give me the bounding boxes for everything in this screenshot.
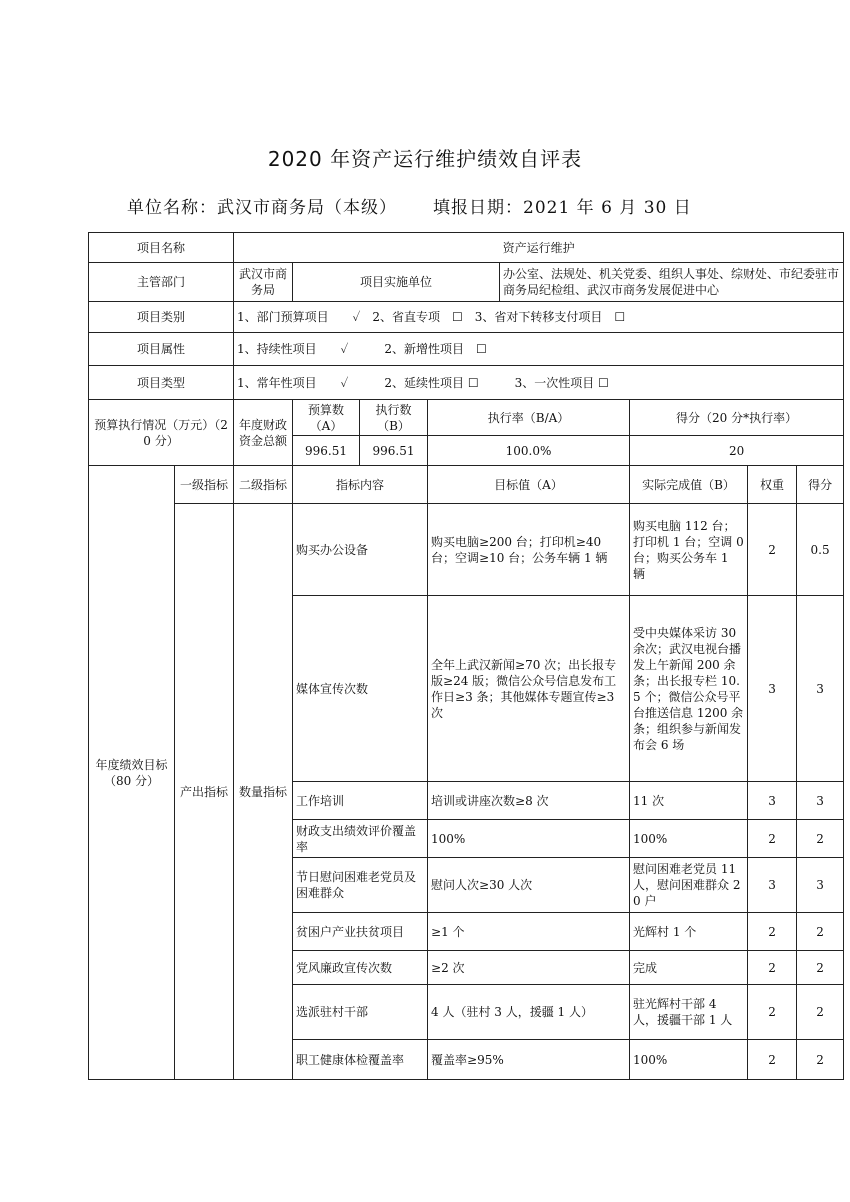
type-label: 项目类型 — [89, 366, 234, 400]
table-row-score: 3 — [797, 858, 844, 913]
table-row-weight: 2 — [748, 820, 797, 858]
table-row-target: 覆盖率≥95% — [428, 1040, 630, 1080]
level2-value: 数量指标 — [234, 504, 293, 1080]
table-row-score: 2 — [797, 951, 844, 985]
rate-label: 执行率（B/A） — [428, 400, 630, 436]
annual-funds-label: 年度财政资金总额 — [234, 400, 293, 466]
actual-header: 实际完成值（B） — [630, 466, 748, 504]
project-name-value: 资产运行维护 — [234, 233, 844, 263]
project-name-label: 项目名称 — [89, 233, 234, 263]
table-row-content: 贫困户产业扶贫项目 — [293, 913, 428, 951]
table-row-content: 选派驻村干部 — [293, 985, 428, 1040]
table-row-weight: 2 — [748, 951, 797, 985]
table-row-score: 2 — [797, 1040, 844, 1080]
weight-header: 权重 — [748, 466, 797, 504]
table-row-score: 2 — [797, 985, 844, 1040]
table-row-actual: 完成 — [630, 951, 748, 985]
table-row-content: 党风廉政宣传次数 — [293, 951, 428, 985]
exec-b-value: 996.51 — [360, 436, 428, 466]
budget-a-label: 预算数（A） — [293, 400, 360, 436]
category-label: 项目类别 — [89, 302, 234, 333]
table-row-weight: 2 — [748, 913, 797, 951]
table-row-target: ≥1 个 — [428, 913, 630, 951]
score-label: 得分（20 分*执行率） — [630, 400, 844, 436]
table-row-target: 全年上武汉新闻≥70 次；出长报专版≥24 版；微信公众号信息发布工作日≥3 条；其他媒体专题宣传≥3 次 — [428, 596, 630, 782]
table-row-content: 工作培训 — [293, 782, 428, 820]
impl-label: 项目实施单位 — [293, 263, 500, 302]
table-row-content: 节日慰问困难老党员及困难群众 — [293, 858, 428, 913]
table-row-actual: 光辉村 1 个 — [630, 913, 748, 951]
attribute-label: 项目属性 — [89, 333, 234, 366]
table-row-content: 媒体宣传次数 — [293, 596, 428, 782]
type-options: 1、常年性项目 ✓ 2、延续性项目 ☐ 3、一次性项目 ☐ — [234, 366, 844, 400]
table-row-actual: 受中央媒体采访 30 余次；武汉电视台播发上午新闻 200 余条；出长报专栏 10.5 个；微信公众号平台推送信息 1200 余条；组织参与新闻发布会 6 场 — [630, 596, 748, 782]
table-row-weight: 2 — [748, 1040, 797, 1080]
table-row-actual: 驻光辉村干部 4 人，援疆干部 1 人 — [630, 985, 748, 1040]
table-row-score: 3 — [797, 596, 844, 782]
unit-label: 单位名称： — [127, 198, 217, 218]
table-row-target: 购买电脑≥200 台；打印机≥40 台；空调≥10 台；公务车辆 1 辆 — [428, 504, 630, 596]
date-label: 填报日期： — [433, 198, 523, 218]
table-row-content: 购买办公设备 — [293, 504, 428, 596]
table-row-score: 2 — [797, 820, 844, 858]
impl-value: 办公室、法规处、机关党委、组织人事处、综财处、市纪委驻市商务局纪检组、武汉市商务发展促进中心 — [500, 263, 844, 302]
table-row-weight: 3 — [748, 782, 797, 820]
table-row-actual: 11 次 — [630, 782, 748, 820]
table-row-weight: 2 — [748, 985, 797, 1040]
table-row-score: 3 — [797, 782, 844, 820]
table-row-actual: 慰问困难老党员 11 人，慰问困难群众 20 户 — [630, 858, 748, 913]
table-row-actual: 购买电脑 112 台；打印机 1 台；空调 0 台；购买公务车 1 辆 — [630, 504, 748, 596]
table-row-actual: 100% — [630, 1040, 748, 1080]
table-row-weight: 2 — [748, 504, 797, 596]
unit-date-line — [127, 193, 692, 218]
table-row-actual: 100% — [630, 820, 748, 858]
dept-value: 武汉市商务局 — [234, 263, 293, 302]
dept-label: 主管部门 — [89, 263, 234, 302]
attribute-options: 1、持续性项目 ✓ 2、新增性项目 ☐ — [234, 333, 844, 366]
table-row-weight: 3 — [748, 858, 797, 913]
rate-value: 100.0% — [428, 436, 630, 466]
exec-b-label: 执行数（B） — [360, 400, 428, 436]
table-row-target: 慰问人次≥30 人次 — [428, 858, 630, 913]
score-header: 得分 — [797, 466, 844, 504]
table-row-target: 100% — [428, 820, 630, 858]
table-row-target: ≥2 次 — [428, 951, 630, 985]
budget-a-value: 996.51 — [293, 436, 360, 466]
table-row-content: 职工健康体检覆盖率 — [293, 1040, 428, 1080]
budget-label: 预算执行情况（万元）（20 分） — [89, 400, 234, 466]
unit-value: 武汉市商务局（本级） — [217, 198, 397, 218]
table-row-content: 财政支出绩效评价覆盖率 — [293, 820, 428, 858]
content-header: 指标内容 — [293, 466, 428, 504]
document-title: 2020 年资产运行维护绩效自评表 — [267, 147, 583, 171]
target-header: 目标值（A） — [428, 466, 630, 504]
category-options: 1、部门预算项目 ✓ 2、省直专项 ☐ 3、省对下转移支付项目 ☐ — [234, 302, 844, 333]
performance-label: 年度绩效目标（80 分） — [89, 466, 175, 1080]
table-row-target: 培训或讲座次数≥8 次 — [428, 782, 630, 820]
level2-header: 二级指标 — [234, 466, 293, 504]
table-row-score: 2 — [797, 913, 844, 951]
evaluation-table — [88, 232, 844, 1080]
score-value: 20 — [630, 436, 844, 466]
table-row-target: 4 人（驻村 3 人，援疆 1 人） — [428, 985, 630, 1040]
level1-header: 一级指标 — [175, 466, 234, 504]
level1-value: 产出指标 — [175, 504, 234, 1080]
table-row-weight: 3 — [748, 596, 797, 782]
date-value: 2021 年 6 月 30 日 — [523, 198, 692, 218]
table-row-score: 0.5 — [797, 504, 844, 596]
